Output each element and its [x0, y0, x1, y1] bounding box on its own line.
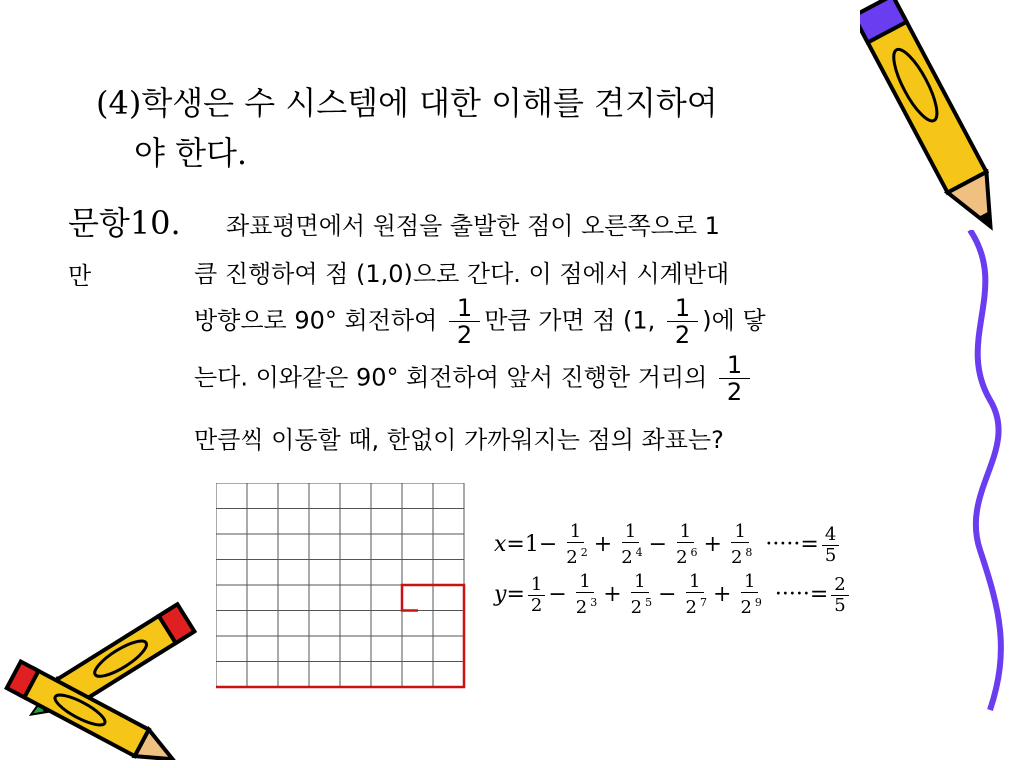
- question-line-4-text: 는다. 이와같은 90° 회전하여 앞서 진행한 거리의: [194, 363, 708, 392]
- title-line-2: 야 한다.: [134, 134, 248, 172]
- question-line-3c: )에 닿: [702, 306, 766, 335]
- question-label: 문항10.: [68, 204, 181, 242]
- slide-title: [96, 78, 896, 178]
- fraction-half: $\frac{1}{2}$: [449, 295, 480, 348]
- question-line-3a: 방향으로 90° 회전하여: [194, 306, 438, 335]
- question-line-5: 만큼씩 이동할 때, 한없이 가까워지는 점의 좌표는?: [194, 426, 724, 454]
- question-continuation: 만: [68, 262, 92, 290]
- formula-x: x=1− $\frac{1}{2 ^2}$ + $\frac{1}{2 ^4}$ − $\frac{1}{2 ^6}$ + $\frac{1}{2 ^8}$ ·····= $\frac{4}{5}$: [494, 522, 842, 568]
- question-line-3b: 만큼 가면 점 (1,: [484, 306, 656, 335]
- formula-y: y= $\frac{1}{2}$ − $\frac{1}{2 ^3}$ + $\frac{1}{2 ^5}$ − $\frac{1}{2 ^7}$ + $\frac{1}{2 ^9}$ ·····= $\frac{2}{5}$: [494, 572, 852, 618]
- question-line-3: [194, 295, 766, 348]
- question-line-1: 좌표평면에서 원점을 출발한 점이 오른쪽으로 1: [226, 212, 720, 240]
- fraction-half: $\frac{1}{2}$: [719, 352, 750, 405]
- coordinate-grid: [216, 483, 468, 689]
- question-line-4: [194, 352, 754, 405]
- title-line-1: (4)학생은 수 시스템에 대한 이해를 견지하여: [96, 84, 718, 122]
- question-line-2: 큼 진행하여 점 (1,0)으로 간다. 이 점에서 시계반대: [194, 260, 730, 288]
- squiggle-line: [950, 230, 1024, 720]
- fraction-half: $\frac{1}{2}$: [667, 295, 698, 348]
- pencil-icon: [860, 0, 1010, 245]
- pencil-icon: [0, 600, 210, 760]
